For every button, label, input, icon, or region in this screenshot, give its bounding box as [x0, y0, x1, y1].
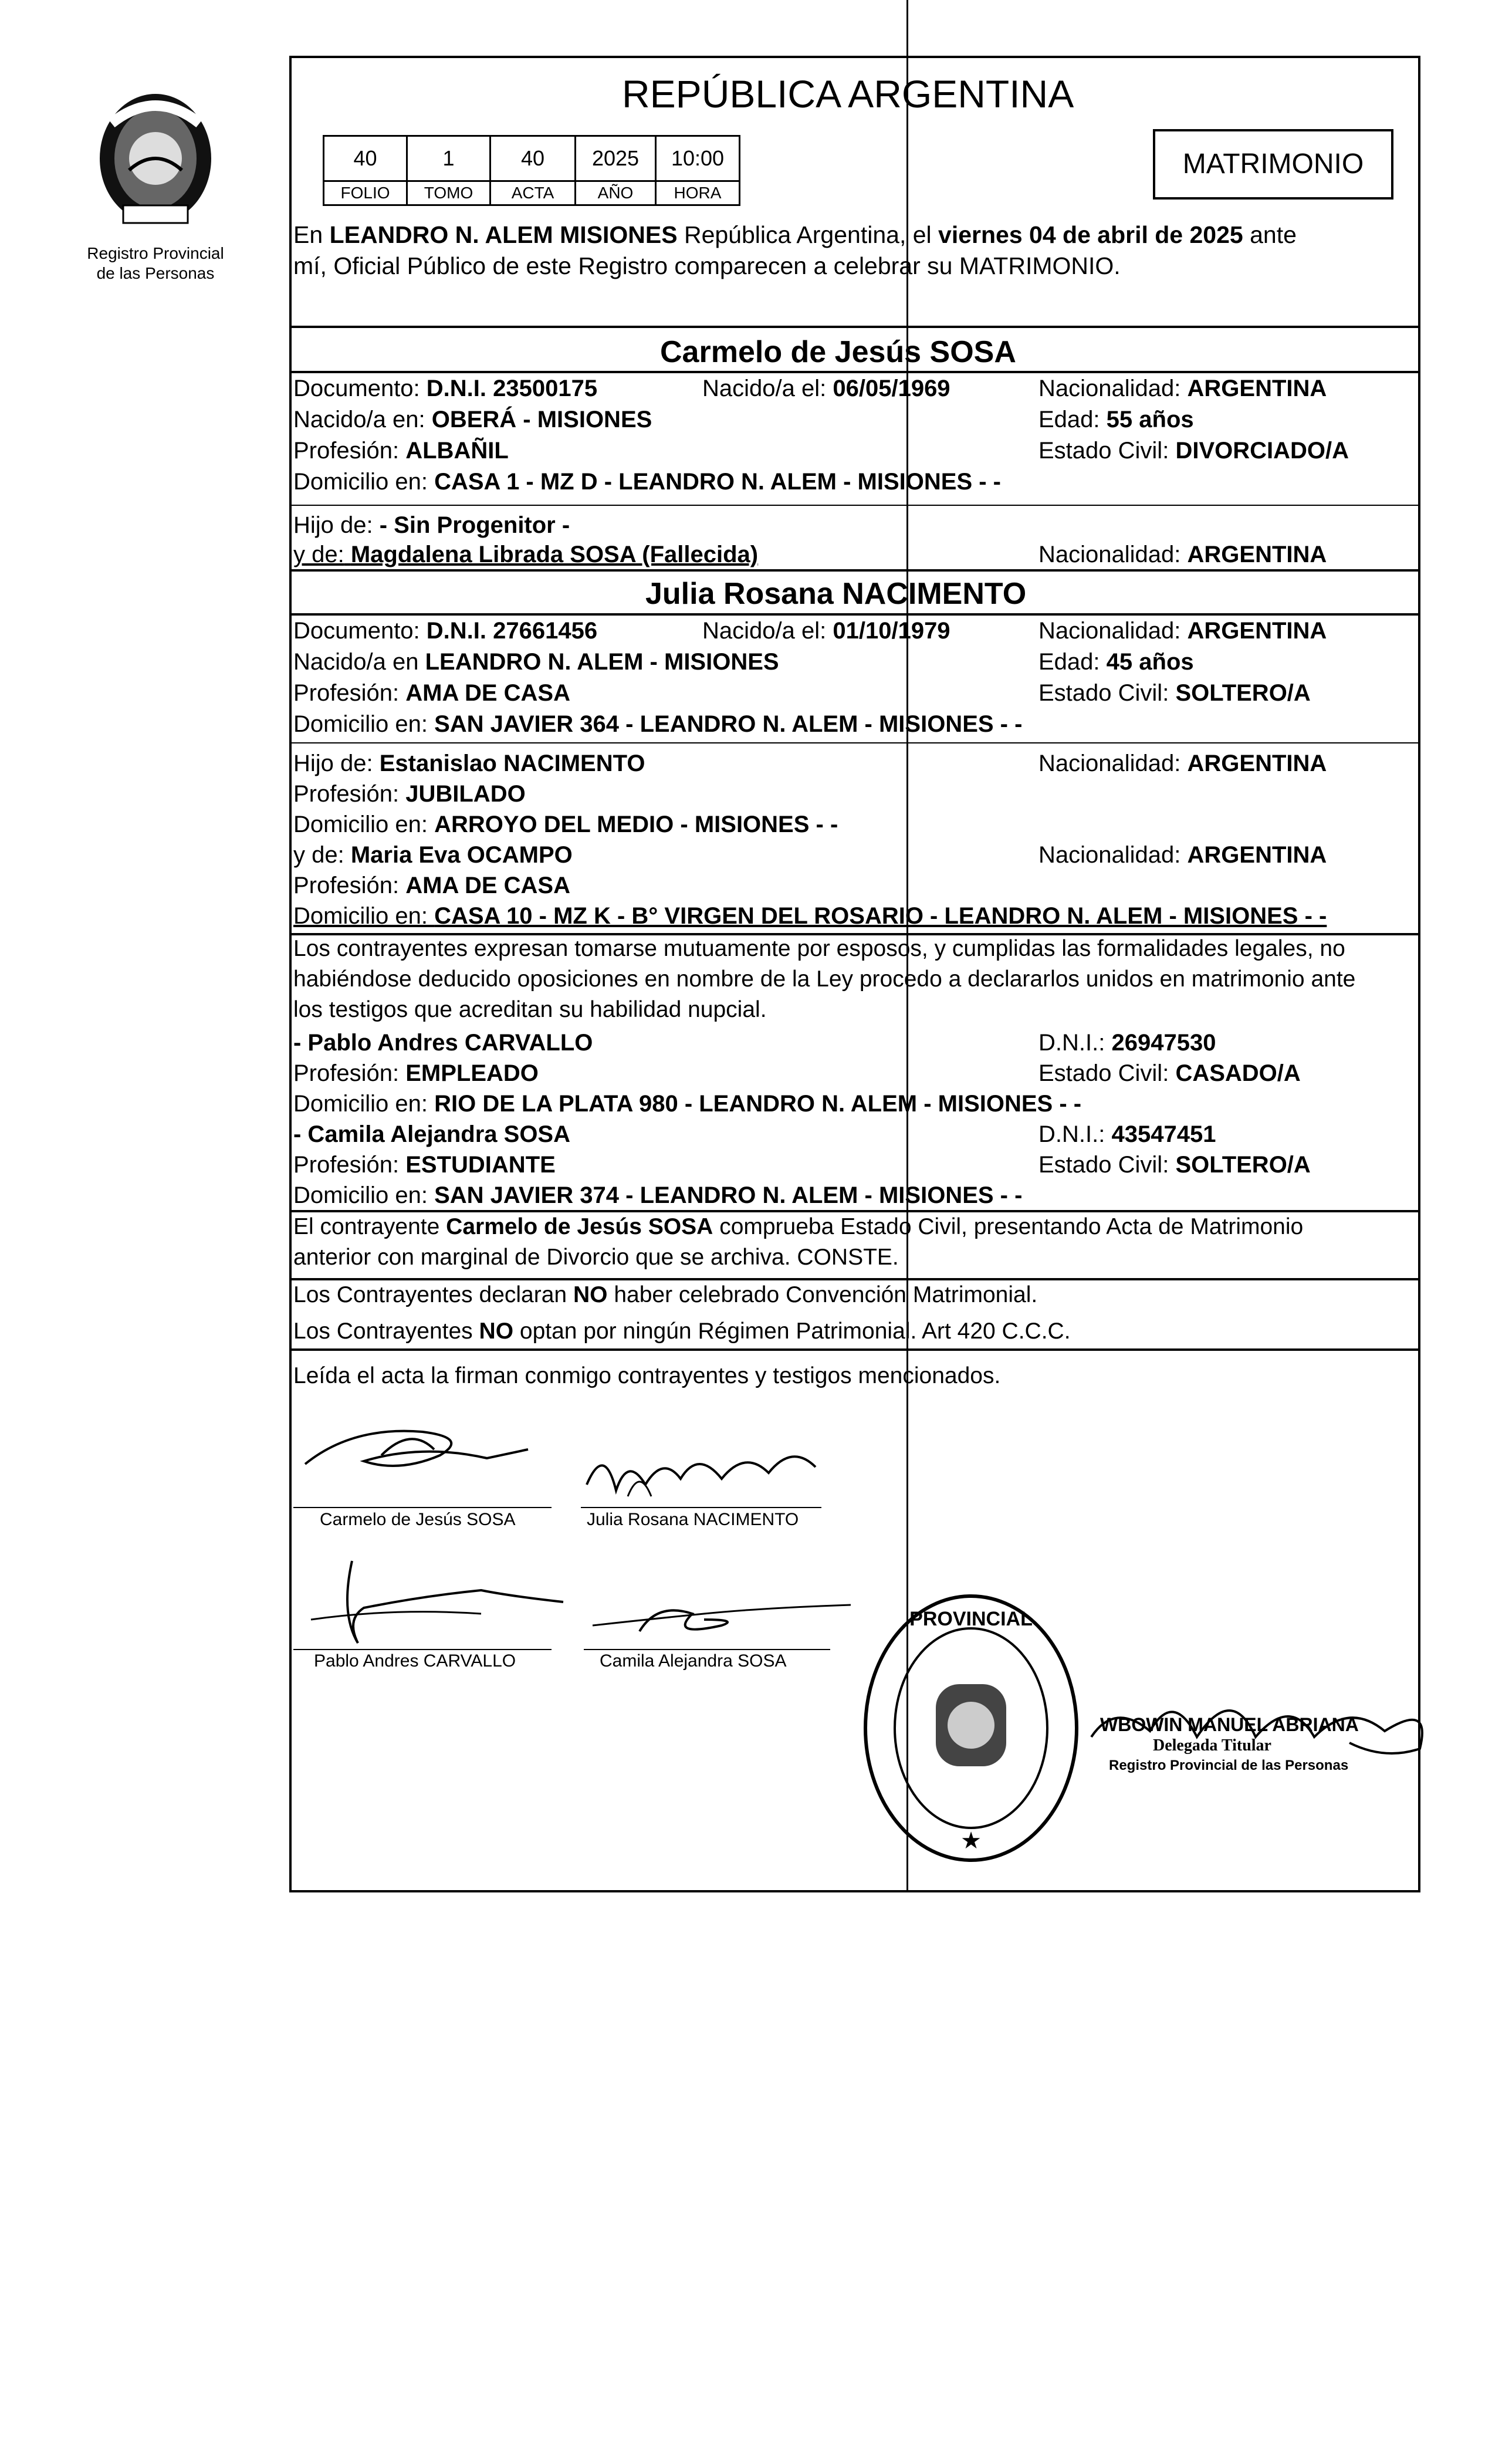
doc-type-box	[1153, 129, 1393, 200]
witness1-profession: Profesión: EMPLEADO	[293, 1060, 539, 1086]
intro-line-1: En LEANDRO N. ALEM MISIONES República Argentina, el viernes 04 de abril de 2025 ante	[293, 221, 1297, 248]
official-title: Delegada Titular	[1153, 1736, 1271, 1755]
spouse2-mother-profession: Profesión: AMA DE CASA	[293, 873, 570, 898]
witness2-civil-status: Estado Civil: SOLTERO/A	[1038, 1152, 1311, 1178]
spouse1-birthdate: Nacido/a el: 06/05/1969	[702, 376, 950, 401]
closing-statement: Leída el acta la firman conmigo contrayentes y testigos mencionados.	[293, 1363, 1001, 1388]
spouse2-civil-status: Estado Civil: SOLTERO/A	[1038, 680, 1311, 706]
registry-stamp	[860, 1590, 1082, 1866]
intro-line-2: mí, Oficial Público de este Registro comparecen a celebrar su MATRIMONIO.	[293, 252, 1121, 279]
acta-value: 40	[489, 135, 576, 182]
spouse1-father: Hijo de: - Sin Progenitor -	[293, 512, 570, 538]
spouse1-document: Documento: D.N.I. 23500175	[293, 376, 598, 401]
folio-value: 40	[323, 135, 408, 182]
spouse2-mother-nationality: Nacionalidad: ARGENTINA	[1038, 842, 1327, 868]
spouse2-name: Julia Rosana NACIMENTO	[645, 577, 1027, 611]
witness1-name: - Pablo Andres CARVALLO	[293, 1030, 593, 1056]
civil-status-note-2: anterior con marginal de Divorcio que se archiva. CONSTE.	[293, 1245, 899, 1270]
registry-caption: Registro Provincial de las Personas	[87, 244, 224, 282]
acta-label: ACTA	[489, 180, 576, 206]
spouse1-profession: Profesión: ALBAÑIL	[293, 438, 509, 464]
signature-pablo	[305, 1555, 569, 1655]
spouse2-father-address: Domicilio en: ARROYO DEL MEDIO - MISIONES - -	[293, 812, 838, 837]
witness1-civil-status: Estado Civil: CASADO/A	[1038, 1060, 1301, 1086]
official-name: WBOWIN MANUEL ABRIANA	[1100, 1714, 1359, 1735]
convention-line-2: Los Contrayentes NO optan por ningún Régimen Patrimonial. Art 420 C.C.C.	[293, 1319, 1071, 1344]
hora-value: 10:00	[655, 135, 740, 182]
spouse2-address: Domicilio en: SAN JAVIER 364 - LEANDRO N. ALEM - MISIONES - -	[293, 711, 1023, 737]
civil-status-note-1: El contrayente Carmelo de Jesús SOSA comprueba Estado Civil, presentando Acta de Matrimonio	[293, 1214, 1304, 1239]
spouse1-mother-nationality: Nacionalidad: ARGENTINA	[1038, 542, 1327, 567]
convention-line-1: Los Contrayentes declaran NO haber celebrado Convención Matrimonial.	[293, 1282, 1038, 1307]
spouse2-birthplace: Nacido/a en LEANDRO N. ALEM - MISIONES	[293, 649, 779, 675]
declaration-line-3: los testigos que acreditan su habilidad nupcial.	[293, 997, 767, 1022]
spouse2-mother-address: Domicilio en: CASA 10 - MZ K - B° VIRGEN DEL ROSARIO - LEANDRO N. ALEM - MISIONES - -	[293, 903, 1327, 929]
tomo-value: 1	[406, 135, 491, 182]
spouse1-civil-status: Estado Civil: DIVORCIADO/A	[1038, 438, 1349, 464]
spouse2-age: Edad: 45 años	[1038, 649, 1194, 675]
spouse2-document: Documento: D.N.I. 27661456	[293, 618, 598, 644]
witness2-dni: D.N.I.: 43547451	[1038, 1121, 1216, 1147]
signature-carmelo	[293, 1414, 552, 1485]
spouse1-mother: y de: Magdalena Librada SOSA (Fallecida)	[293, 542, 759, 567]
tomo-label: TOMO	[406, 180, 491, 206]
witness2-address: Domicilio en: SAN JAVIER 374 - LEANDRO N. ALEM - MISIONES - -	[293, 1182, 1023, 1208]
spouse2-father-nationality: Nacionalidad: ARGENTINA	[1038, 751, 1327, 776]
anio-label: AÑO	[574, 180, 657, 206]
spouse1-address: Domicilio en: CASA 1 - MZ D - LEANDRO N. ALEM - MISIONES - -	[293, 469, 1001, 495]
spouse2-mother: y de: Maria Eva OCAMPO	[293, 842, 573, 868]
witness2-name: - Camila Alejandra SOSA	[293, 1121, 570, 1147]
svg-text:PROVINCIAL: PROVINCIAL	[909, 1608, 1033, 1630]
province-emblem	[88, 88, 223, 235]
witness1-address: Domicilio en: RIO DE LA PLATA 980 - LEANDRO N. ALEM - MISIONES - -	[293, 1091, 1082, 1117]
signature-label-4: Camila Alejandra SOSA	[600, 1651, 787, 1671]
witness2-profession: Profesión: ESTUDIANTE	[293, 1152, 556, 1178]
spouse2-father-profession: Profesión: JUBILADO	[293, 781, 526, 807]
official-org: Registro Provincial de las Personas	[1109, 1757, 1349, 1773]
witness1-dni: D.N.I.: 26947530	[1038, 1030, 1216, 1056]
declaration-line-1: Los contrayentes expresan tomarse mutuamente por esposos, y cumplidas las formalidades legales, no	[293, 936, 1345, 961]
spouse1-birthplace: Nacido/a en: OBERÁ - MISIONES	[293, 407, 652, 432]
spouse2-profession: Profesión: AMA DE CASA	[293, 680, 570, 706]
signature-label-1: Carmelo de Jesús SOSA	[320, 1510, 516, 1529]
signature-camila	[587, 1584, 857, 1649]
signature-label-2: Julia Rosana NACIMENTO	[587, 1510, 799, 1529]
hora-label: HORA	[655, 180, 740, 206]
spouse1-nationality: Nacionalidad: ARGENTINA	[1038, 376, 1327, 401]
anio-value: 2025	[574, 135, 657, 182]
folio-label: FOLIO	[323, 180, 408, 206]
declaration-line-2: habiéndose deducido oposiciones en nombre de la Ley procedo a declararlos unidos en matrimonio ante	[293, 966, 1356, 992]
page-title: REPÚBLICA ARGENTINA	[622, 72, 1074, 116]
signature-julia	[581, 1420, 827, 1508]
signature-label-3: Pablo Andres CARVALLO	[314, 1651, 516, 1671]
svg-text:★: ★	[960, 1828, 982, 1854]
spouse1-name: Carmelo de Jesús SOSA	[660, 335, 1016, 369]
spouse2-nationality: Nacionalidad: ARGENTINA	[1038, 618, 1327, 644]
doc-type-label: MATRIMONIO	[1182, 148, 1364, 180]
spouse1-age: Edad: 55 años	[1038, 407, 1194, 432]
spouse2-birthdate: Nacido/a el: 01/10/1979	[702, 618, 950, 644]
spouse2-father: Hijo de: Estanislao NACIMENTO	[293, 751, 645, 776]
